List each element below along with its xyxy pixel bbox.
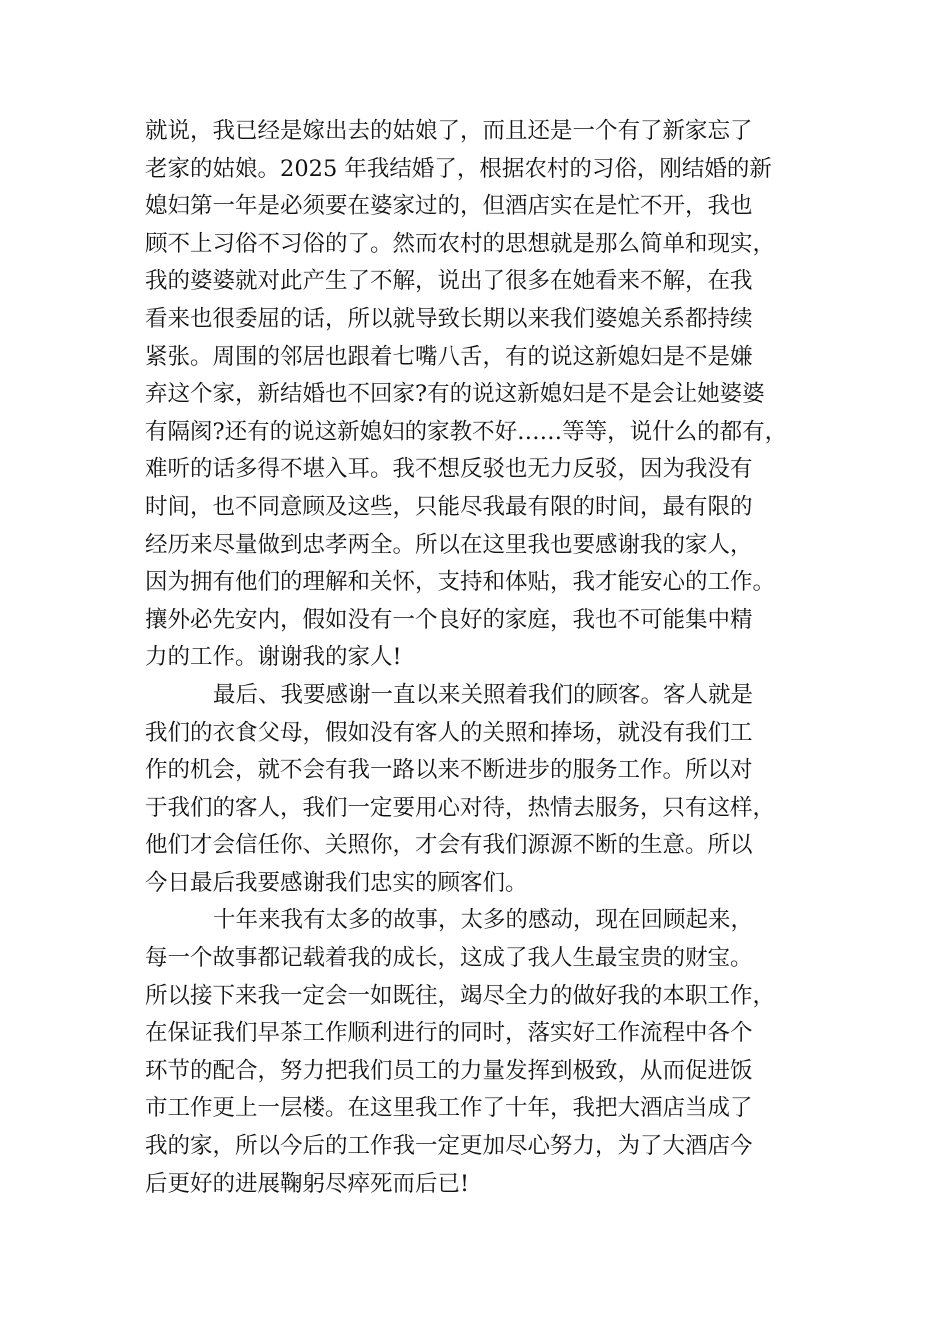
text-line: 我的家，所以今后的工作我一定更加尽心努力，为了大酒店今 [145, 1133, 753, 1160]
text-line: 他们才会信任你、关照你，才会有我们源源不断的生意。所以 [145, 832, 753, 859]
text-line: 力的工作。谢谢我的家人! [145, 644, 402, 671]
text-line: 环节的配合，努力把我们员工的力量发挥到极致，从而促进饭 [145, 1057, 753, 1084]
text-line: 于我们的客人，我们一定要用心对待，热情去服务，只有这样， [145, 794, 776, 821]
text-line: 每一个故事都记载着我的成长，这成了我人生最宝贵的财宝。 [145, 945, 753, 972]
paragraph-customers [145, 677, 825, 903]
paragraph-conclusion [145, 902, 825, 1203]
text-line: 弃这个家，新结婚也不回家?有的说这新媳妇是不是会让她婆婆 [145, 381, 765, 408]
text-line: 所以接下来我一定会一如既往，竭尽全力的做好我的本职工作， [145, 982, 776, 1009]
text-line: 媳妇第一年是必须要在婆家过的，但酒店实在是忙不开，我也 [145, 193, 753, 220]
text-line: 经历来尽量做到忠孝两全。所以在这里我也要感谢我的家人， [145, 531, 753, 558]
text-line: 市工作更上一层楼。在这里我工作了十年，我把大酒店当成了 [145, 1095, 753, 1122]
text-line: 难听的话多得不堪入耳。我不想反驳也无力反驳，因为我没有 [145, 456, 753, 483]
text-line: 十年来我有太多的故事，太多的感动，现在回顾起来， [213, 907, 754, 934]
text-line: 因为拥有他们的理解和关怀，支持和体贴，我才能安心的工作。 [145, 569, 776, 596]
text-line: 今日最后我要感谢我们忠实的顾客们。 [145, 869, 528, 896]
text-line: 我们的衣食父母，假如没有客人的关照和捧场，就没有我们工 [145, 719, 753, 746]
text-line: 攘外必先安内，假如没有一个良好的家庭，我也不可能集中精 [145, 606, 753, 633]
text-line: 在保证我们早茶工作顺利进行的同时，落实好工作流程中各个 [145, 1020, 753, 1047]
text-line: 有隔阂?还有的说这新媳妇的家教不好……等等，说什么的都有， [145, 418, 788, 445]
text-line: 看来也很委屈的话，所以就导致长期以来我们婆媳关系都持续 [145, 305, 753, 332]
text-line: 后更好的进展鞠躬尽瘁死而后已! [145, 1170, 470, 1197]
text-line: 就说，我已经是嫁出去的姑娘了，而且还是一个有了新家忘了 [145, 118, 753, 144]
text-line: 最后、我要感谢一直以来关照着我们的顾客。客人就是 [213, 681, 754, 708]
text-line: 紧张。周围的邻居也跟着七嘴八舌，有的说这新媳妇是不是嫌 [145, 343, 753, 370]
paragraph-family [145, 113, 825, 677]
text-line: 顾不上习俗不习俗的了。然而农村的思想就是那么简单和现实， [145, 230, 776, 257]
text-line: 时间，也不同意顾及这些，只能尽我最有限的时间，最有限的 [145, 493, 753, 520]
text-line: 我的婆婆就对此产生了不解，说出了很多在她看来不解，在我 [145, 268, 753, 295]
text-line: 作的机会，就不会有我一路以来不断进步的服务工作。所以对 [145, 757, 753, 784]
document-body [145, 113, 825, 1203]
text-line: 老家的姑娘。2025 年我结婚了，根据农村的习俗，刚结婚的新 [145, 155, 772, 182]
